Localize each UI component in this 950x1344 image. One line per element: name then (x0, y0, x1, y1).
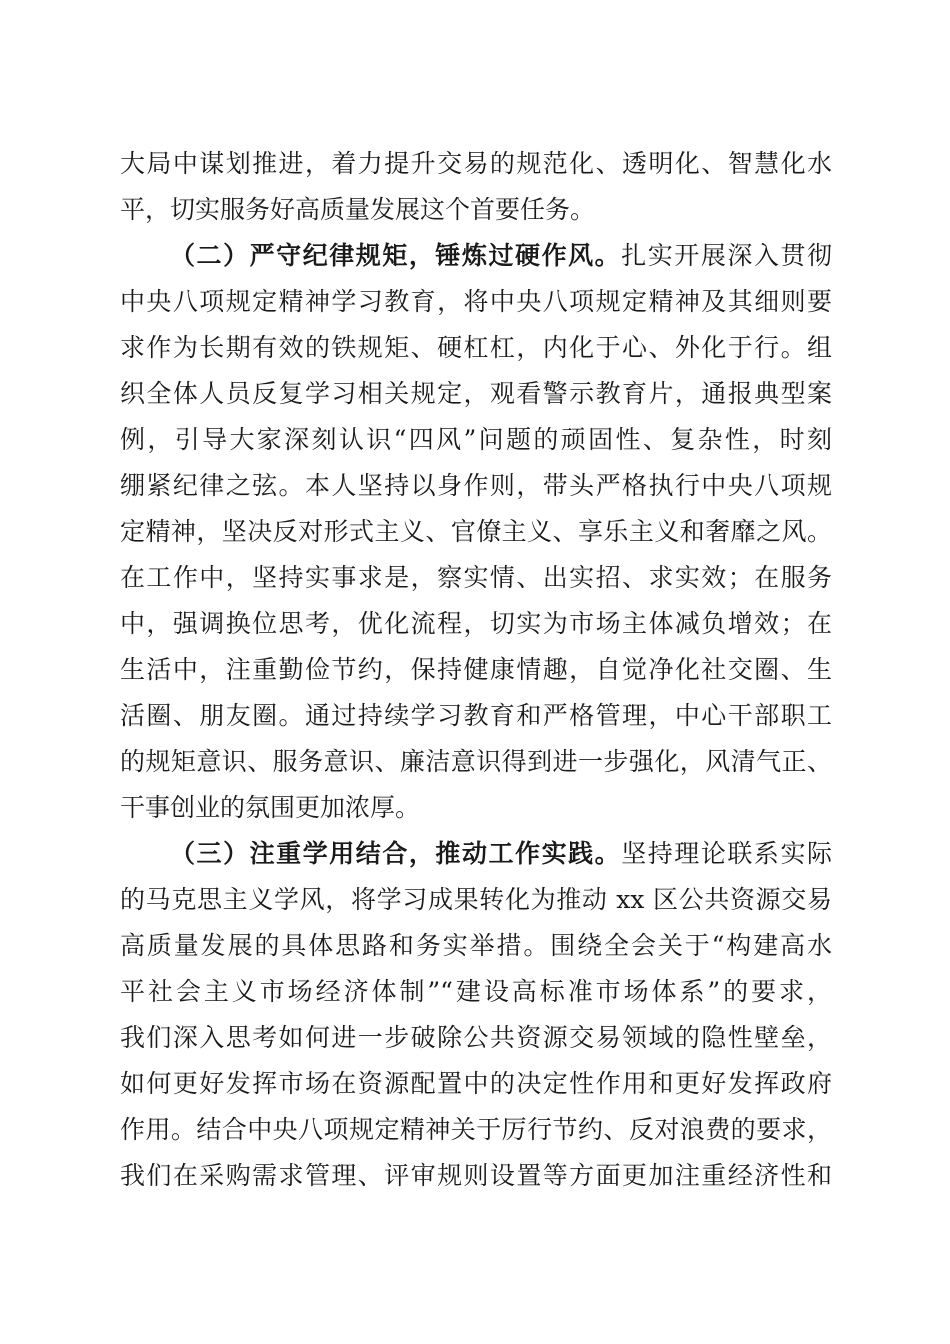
paragraph-1-line-1: 大局中谋划推进，着力提升交易的规范化、透明化、智慧化水 (120, 149, 832, 178)
paragraph-2-line-10: 生活中，注重勤俭节约，保持健康情趣，自觉净化社交圈、生 (120, 655, 832, 684)
paragraph-3-line-7: 作用。结合中央八项规定精神关于厉行节约、反对浪费的要求， (120, 1115, 832, 1144)
paragraph-2-line-8: 在工作中，坚持实事求是，察实情、出实招、求实效；在服务 (120, 563, 832, 592)
paragraph-2-line-11: 活圈、朋友圈。通过持续学习教育和严格管理，中心干部职工 (120, 701, 832, 730)
paragraph-3-line-4: 平社会主义市场经济体制”“建设高标准市场体系”的要求， (120, 977, 832, 1006)
paragraph-2-line-4: 织全体人员反复学习相关规定，观看警示教育片，通报典型案 (120, 379, 832, 408)
paragraph-3-line-6: 如何更好发挥市场在资源配置中的决定性作用和更好发挥政府 (120, 1069, 832, 1098)
paragraph-3-line-1 (120, 831, 832, 877)
paragraph-2-line-12: 的规矩意识、服务意识、廉洁意识得到进一步强化，风清气正、 (120, 747, 832, 776)
section-heading-3: （三）注重学用结合，推动工作实践。 (170, 839, 622, 868)
paragraph-2-line-7: 定精神，坚决反对形式主义、官僚主义、享乐主义和奢靡之风。 (120, 517, 832, 546)
paragraph-2-line-3: 求作为长期有效的铁规矩、硬杠杠，内化于心、外化于行。组 (120, 333, 832, 362)
paragraph-1-line-2: 平，切实服务好高质量发展这个首要任务。 (120, 195, 596, 224)
paragraph-2-line-6: 绷紧纪律之弦。本人坚持以身作则，带头严格执行中央八项规 (120, 471, 832, 500)
paragraph-3-line-3: 高质量发展的具体思路和务实举措。围绕全会关于“构建高水 (120, 931, 832, 960)
paragraph-2-line-1-text: 扎实开展深入贯彻 (621, 241, 832, 270)
paragraph-3-line-2: 的马克思主义学风，将学习成果转化为推动 xx 区公共资源交易 (120, 885, 832, 914)
document-body (120, 141, 832, 1199)
paragraph-3-line-1-text: 坚持理论联系实际 (621, 839, 832, 868)
paragraph-2-line-13: 干事创业的氛围更加浓厚。 (120, 793, 421, 822)
paragraph-3-line-8: 我们在采购需求管理、评审规则设置等方面更加注重经济性和 (120, 1161, 832, 1190)
paragraph-3-line-5: 我们深入思考如何进一步破除公共资源交易领域的隐性壁垒， (120, 1023, 832, 1052)
paragraph-2-line-5: 例，引导大家深刻认识“四风”问题的顽固性、复杂性，时刻 (120, 425, 832, 454)
paragraph-2-line-2: 中央八项规定精神学习教育，将中央八项规定精神及其细则要 (120, 287, 832, 316)
section-heading-2: （二）严守纪律规矩，锤炼过硬作风。 (170, 241, 622, 270)
paragraph-2-line-1 (120, 233, 832, 279)
paragraph-2-line-9: 中，强调换位思考，优化流程，切实为市场主体减负增效；在 (120, 609, 832, 638)
